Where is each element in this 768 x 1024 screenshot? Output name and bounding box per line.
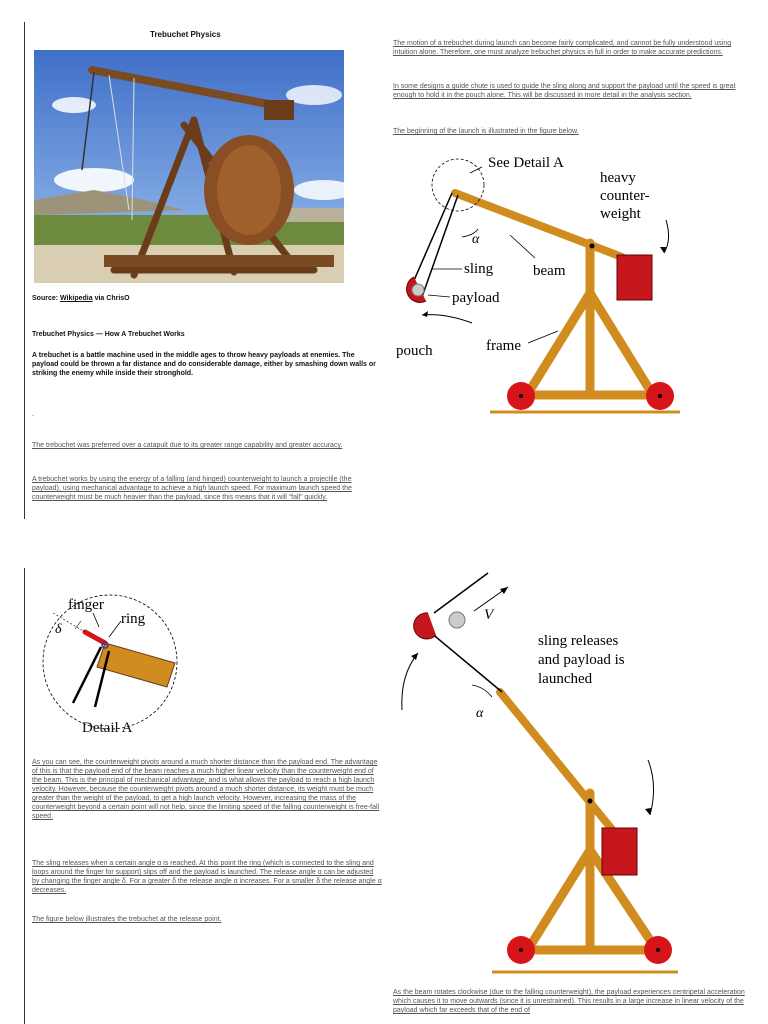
beam-label: beam [533,263,566,279]
image-source: Source: Wikipedia via ChrisO [32,295,130,302]
launch-figure-intro: The beginning of the launch is illustrated in the figure below. [393,128,579,135]
release-label-3: launched [538,671,593,687]
guide-chute-paragraph: In some designs a guide chute is used to guide the sling along and support the payload until the speed is great enough to hold it in the pouch alone. This will be discussed in more detail in the analysis section. [393,83,736,99]
catapult-paragraph: The trebuchet was preferred over a catapult due to its greater range capability and greater accuracy. [32,442,343,449]
page-title: Trebuchet Physics [150,30,221,39]
motion-paragraph: The motion of a trebuchet during launch can become fairly complicated, and cannot be fully understood using intuition alone. Therefore, one must analyze trebuchet physics in full in order to make accurate predictions. [393,40,732,56]
page1-margin-line [24,22,25,519]
counterweight-label-2: counter- [600,188,650,204]
alpha-release-label: α [476,706,484,721]
frame-label: frame [486,338,521,354]
page2-margin-line [24,568,25,1024]
velocity-label: V [484,607,494,623]
beam-rotation-paragraph: As the beam rotates clockwise (due to the falling counterweight), the payload experiences centripetal acceleration which causes it to move outwards (since it is unrestrained). This results in a large increase in linear velocity of the payload which far exceeds that of the end of [393,989,745,1014]
counterweight-label-3: weight [600,206,641,222]
detail-a-caption: Detail A [82,720,133,736]
alpha-label: α [472,232,480,247]
release-label-1: sling releases [538,633,619,649]
payload-label: payload [452,290,500,306]
trebuchet-photo [34,50,344,283]
trebuchet-release-diagram [390,565,710,980]
trebuchet-launch-diagram [390,145,700,425]
pouch-label: pouch [396,343,433,359]
section-heading: Trebuchet Physics — How A Trebuchet Works [32,331,185,338]
counterweight-label-1: heavy [600,170,636,186]
release-figure-intro: The figure below illustrates the trebuchet at the release point. [32,916,222,923]
finger-label: finger [68,597,104,613]
wikipedia-link[interactable]: Wikipedia [60,295,93,302]
sling-label: sling [464,261,494,277]
intro-paragraph: A trebuchet is a battle machine used in the middle ages to throw heavy payloads at enemies. The payload could be thrown a far distance and do considerable damage, either by smashing down walls or striking the enemy while inside their stronghold. [32,352,376,377]
release-label-2: and payload is [538,652,625,668]
ring-label: ring [121,611,146,627]
delta-label: δ [55,622,62,637]
see-detail-label: See Detail A [488,155,564,171]
release-paragraph: The sling releases when a certain angle α is reached. At this point the ring (which is connected to the sling and loops around the finger for support) slips off and the payload is launched. The release angle α can be adjusted by changing the finger angle δ. For a greater δ the release angle α increases. For a smaller δ the release angle α decreases. [32,860,382,894]
energy-paragraph: A trebuchet works by using the energy of a falling (and hinged) counterweight to launch a projectile (the payload), using mechanical advantage to achieve a high launch speed. For maximum launch speed the counterweight must be much heavier than the payload, since this means that it will “fall” quickly. [32,476,352,501]
counterweight-paragraph: As you can see, the counterweight pivots around a much shorter distance than the payload end. The advantage of this is that the payload end of the beam reaches a much higher linear velocity than the counterweight end of the beam. This is the principal of mechanical advantage, and is what allows the payload to reach a high launch velocity. However, because the counterweight pivots around a much shorter distance, its weight must be much greater than the weight of the payload, to get a high launch velocity. However, increasing the mass of the counterweight beyond a certain point will not help, since the limiting speed of the falling counterweight is free-fall speed. [32,759,380,820]
stray-dot: . [32,411,34,418]
